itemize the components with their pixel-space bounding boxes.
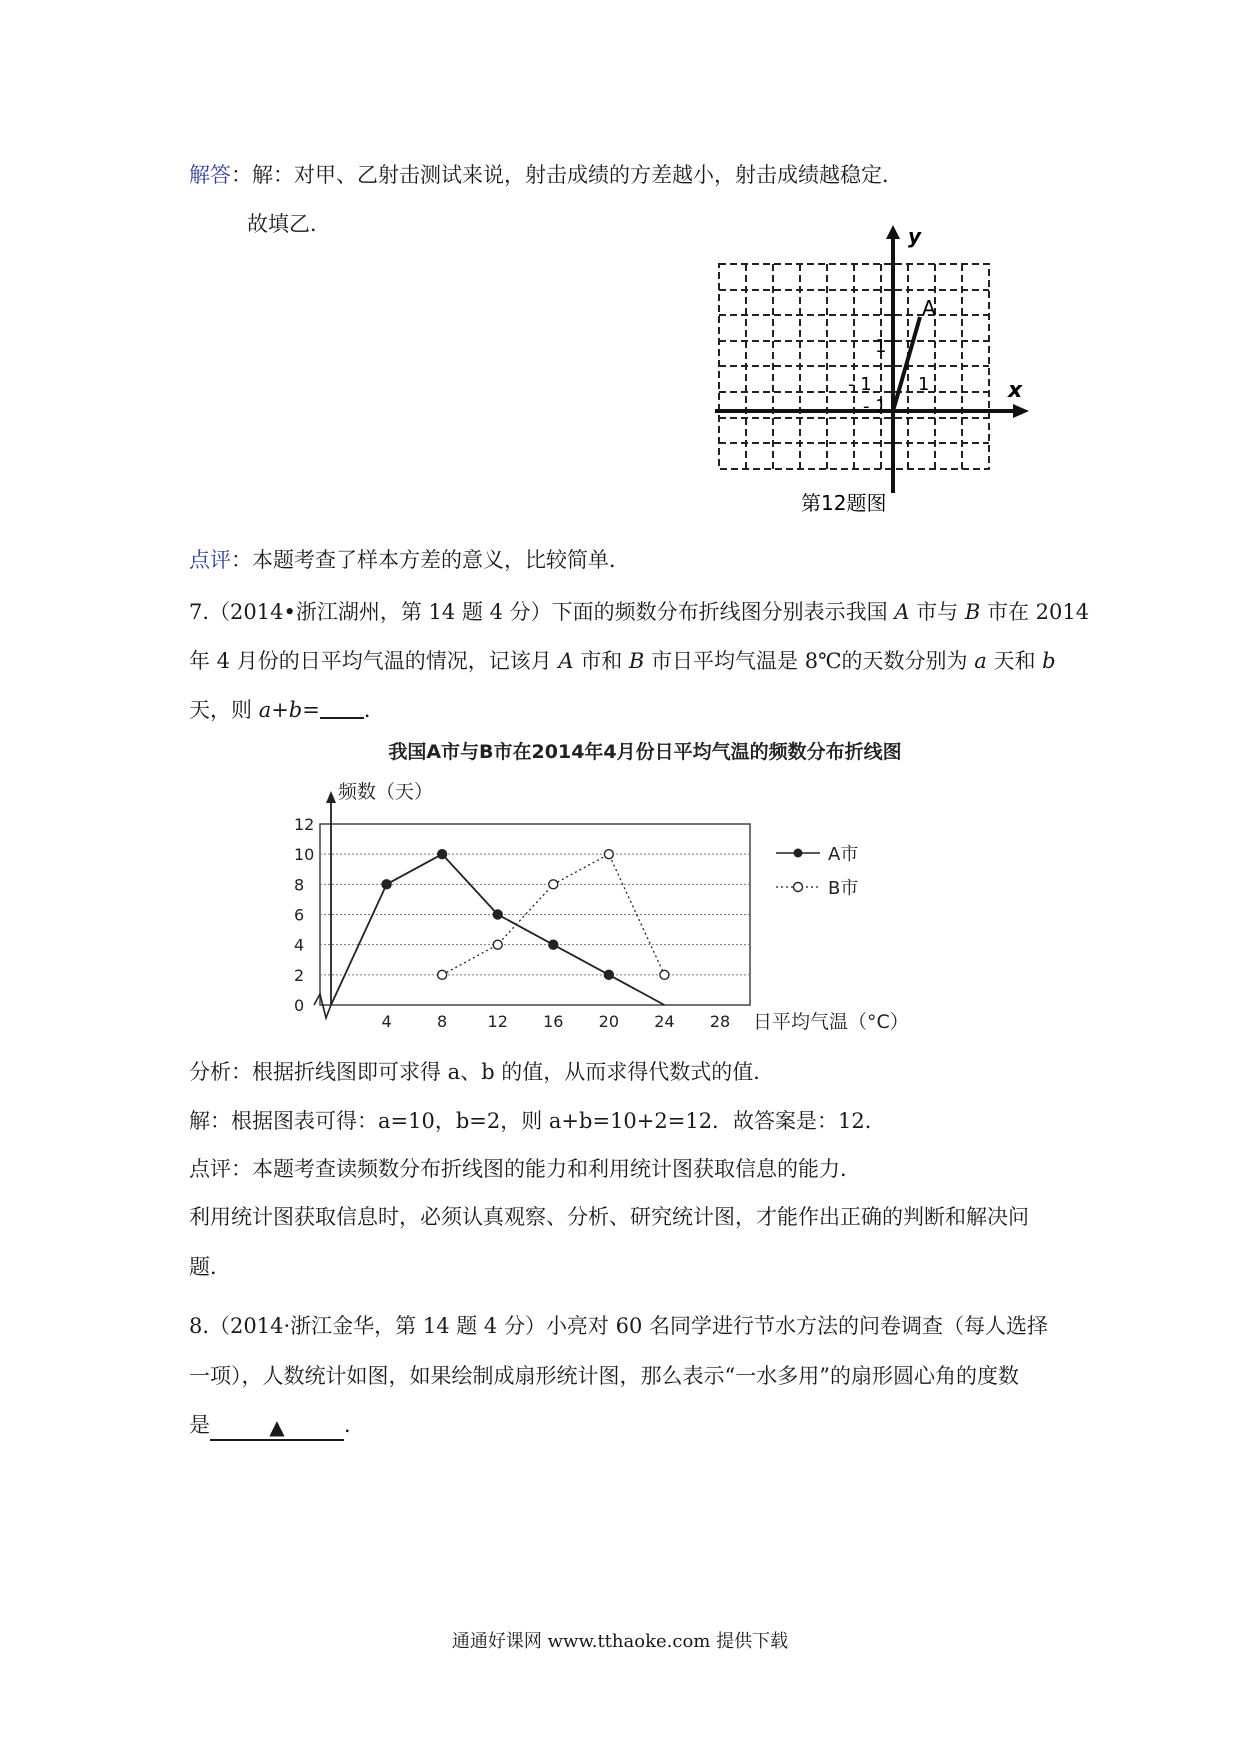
series-lines (331, 854, 664, 1005)
y-axis-label-12: y (908, 225, 922, 248)
triangle-icon: ▲ (269, 1415, 285, 1439)
answer-line (189, 160, 903, 190)
series-1-point-0 (438, 970, 447, 979)
q8-line-3-end: ． (344, 1413, 365, 1437)
segment-OA (893, 317, 920, 411)
tick-x-neg1: - 1 (848, 374, 872, 395)
legend (776, 844, 858, 899)
series-0-point-4 (549, 940, 558, 949)
gridlines (320, 854, 750, 975)
q7-comment-3: 题． (189, 1255, 231, 1279)
q7-line-2-mid: 市和 (573, 649, 629, 673)
y-tick-label-6: 6 (294, 905, 305, 925)
x-axis-title: 日平均气温（°C） (753, 1011, 909, 1033)
q7-line-2-mid2: 市日平均气温是 8℃的天数分别为 (644, 649, 975, 673)
q7-line-1 (189, 597, 1089, 627)
q8-answer-blank (210, 1415, 344, 1441)
frequency-line-chart (290, 735, 960, 1055)
q7-line-3-start: 天，则 (189, 698, 259, 722)
q7-line-1-text: 7.（2014•浙江湖州，第 14 题 4 分）下面的频数分布折线图分别表示我国 (189, 600, 895, 624)
q7-line-2-b: B (628, 649, 645, 673)
q7-solution: 解：根据图表可得：a=10，b=2，则 a+b=10+2=12．故答案是：12． (189, 1109, 886, 1133)
x-tick-label-28: 28 (709, 1012, 731, 1031)
x-axis-label-12: x (1008, 378, 1023, 403)
answer-label: 解答 (189, 163, 231, 187)
q7-line-2-mid3: 天和 (986, 649, 1043, 673)
x-tick-label-20: 20 (598, 1012, 620, 1031)
legend-a-marker (794, 849, 803, 858)
q7-equals: = (302, 698, 320, 722)
q7-comment-1: 点评：本题考查读频数分布折线图的能力和利用统计图获取信息的能力． (189, 1157, 861, 1181)
x-axis-arrow (1013, 404, 1029, 418)
q7-analysis: 分析：根据折线图即可求得 a、b 的值，从而求得代数式的值． (189, 1060, 775, 1084)
comment-label: 点评 (189, 548, 231, 572)
page-footer: 通通好课网 www.tthaoke.com 提供下载 (451, 1631, 789, 1652)
series-0-point-3 (493, 910, 502, 919)
tick-y-1: 1 (875, 336, 887, 357)
q7-line-2-start: 年 4 月份的日平均气温的情况，记该月 (189, 649, 559, 673)
q8-line-1: 8.（2014·浙江金华，第 14 题 4 分）小亮对 60 名同学进行节水方法的问卷调查（每人选择 (189, 1314, 1049, 1338)
answer-conclusion: 故填乙． (247, 212, 331, 236)
y-ticks (294, 815, 314, 1015)
q7-expr: a+b (258, 698, 303, 722)
series-0-point-5 (604, 970, 613, 979)
q7-line-3-end: ． (363, 698, 385, 722)
series-0-point-2 (438, 850, 447, 859)
y-tick-label-0: 0 (294, 996, 305, 1015)
q7-comment-2: 利用统计图获取信息时，必须认真观察、分析、研究统计图，才能作出正确的判断和解决问 (189, 1205, 1029, 1229)
x-tick-label-16: 16 (543, 1012, 564, 1031)
legend-b-marker (794, 883, 803, 892)
x-tick-label-24: 24 (654, 1012, 675, 1031)
q7-city-b: B (964, 600, 981, 624)
y-tick-label-8: 8 (294, 875, 305, 895)
y-tick-label-2: 2 (294, 965, 305, 985)
x-tick-label-4: 4 (381, 1012, 392, 1031)
legend-b-label: B市 (828, 878, 859, 899)
grid-12 (719, 264, 989, 469)
q7-line-2-a: A (558, 649, 574, 673)
series-0-point-1 (382, 880, 391, 889)
x-tick-label-12: 12 (487, 1012, 508, 1031)
legend-a-label: A市 (828, 844, 859, 865)
x-ticks (381, 1012, 730, 1031)
answer-comment (189, 545, 630, 575)
y-axis-break (314, 994, 331, 1018)
q8-line-3 (189, 1410, 365, 1441)
q7-city-a: A (894, 600, 910, 624)
tick-y-neg1: - 1 (863, 396, 887, 417)
series-1-point-3 (604, 850, 613, 859)
q8-line-2: 一项），人数统计如图，如果绘制成扇形统计图，那么表示“一水多用”的扇形圆心角的度数 (189, 1364, 1019, 1388)
series-line-0 (331, 854, 664, 1005)
q7-line-2 (189, 646, 1056, 676)
series-1-point-2 (549, 880, 558, 889)
y-tick-label-4: 4 (294, 935, 305, 955)
answer-text: ：解：对甲、乙射击测试来说，射击成绩的方差越小，射击成绩越稳定． (231, 163, 903, 187)
figure-12-caption: 第12题图 (801, 491, 887, 515)
q7-var-a: a (974, 649, 987, 673)
y-axis-title: 频数（天） (338, 781, 434, 803)
x-tick-label-8: 8 (437, 1012, 448, 1031)
y-axis-arrowhead (326, 791, 336, 803)
q7-line-1-mid: 市与 (909, 600, 965, 624)
q8-line-3-start: 是 (189, 1413, 210, 1437)
series-1-point-4 (660, 970, 669, 979)
y-tick-label-10: 10 (294, 845, 315, 865)
q7-var-b: b (1042, 649, 1056, 673)
chart-title: 我国A市与B市在2014年4月份日平均气温的频数分布折线图 (388, 741, 902, 763)
q7-line-1-end: 市在 2014 (980, 600, 1090, 624)
point-a-label: A (922, 296, 936, 320)
figure-12 (715, 225, 1035, 525)
y-axis-arrow (886, 225, 900, 239)
q7-line-3 (189, 695, 385, 725)
q7-answer-blank (320, 697, 364, 719)
tick-x-1: 1 (918, 374, 930, 395)
comment-text: ：本题考查了样本方差的意义，比较简单． (231, 548, 630, 572)
y-tick-label-12: 12 (294, 815, 315, 834)
series-1-point-1 (493, 940, 502, 949)
